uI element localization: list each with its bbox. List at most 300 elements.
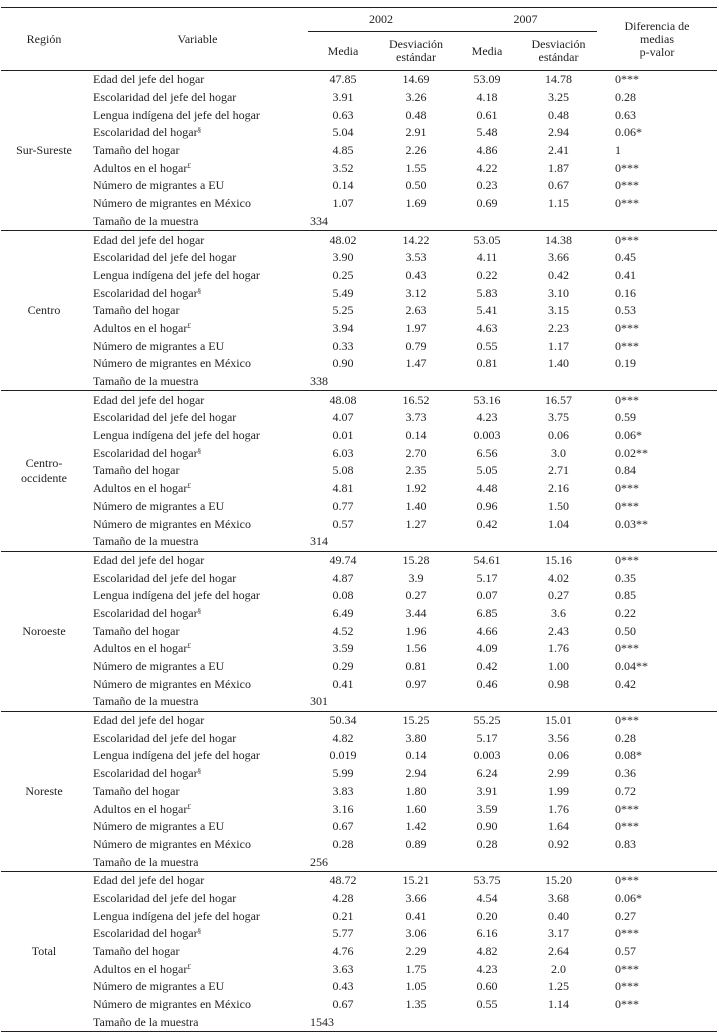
p-value-cell: 0*** (615, 392, 639, 407)
table-row (1, 658, 717, 676)
p-value-cell: 0.36 (615, 766, 636, 781)
variable-footnote-mark: £ (187, 802, 191, 811)
empty-cell (520, 213, 597, 231)
table-row (1, 302, 717, 320)
sd-2002-cell: 1.05 (405, 979, 427, 994)
sd-2007-cell: 3.68 (548, 890, 569, 905)
empty-cell (520, 853, 597, 871)
sd-2002-cell: 3.26 (405, 90, 427, 105)
mean-2002-cell: 4.28 (332, 890, 354, 905)
sample-size-value: 334 (308, 213, 378, 231)
variable-footnote-mark: § (197, 927, 202, 936)
table-row (1, 587, 717, 605)
variable-cell (87, 729, 308, 747)
empty-cell (520, 373, 597, 391)
variable-name: Número de migrantes en México (93, 676, 251, 691)
variable-name: Adultos en el hogar (93, 320, 188, 335)
mean-2002-cell: 6.03 (332, 445, 354, 460)
variable-cell (87, 337, 308, 355)
header-variable: Variable (87, 8, 308, 71)
mean-2007-cell: 4.18 (476, 90, 498, 105)
table-row (1, 890, 717, 908)
header-diff-line1: Diferencia de (624, 18, 690, 33)
table-row (1, 320, 717, 338)
table-row (1, 783, 717, 801)
variable-name: Adultos en el hogar (93, 801, 188, 816)
table-row (1, 515, 717, 533)
sd-2002-cell: 1.97 (405, 320, 427, 335)
variable-name: Tamaño del hogar (93, 303, 180, 318)
variable-footnote-mark: § (197, 286, 202, 295)
empty-cell (378, 533, 454, 551)
variable-cell (87, 515, 308, 533)
sd-2002-cell: 3.66 (405, 890, 427, 905)
header-media-2007: Media (454, 32, 520, 71)
sd-2007-cell: 14.38 (545, 232, 572, 247)
variable-cell (87, 800, 308, 818)
variable-name: Tamaño del hogar (93, 783, 180, 798)
variable-name: Número de migrantes a EU (93, 178, 225, 193)
variable-footnote-mark: § (197, 606, 202, 615)
sd-2002-cell: 3.44 (405, 605, 427, 620)
mean-2002-cell: 3.63 (332, 961, 354, 976)
variable-footnote-mark: § (197, 126, 202, 135)
variable-name: Número de migrantes a EU (93, 498, 225, 513)
empty-cell (454, 693, 520, 711)
sample-size-value: 314 (308, 533, 378, 551)
empty-cell (378, 1013, 454, 1031)
variable-cell (87, 587, 308, 605)
empty-cell (597, 533, 717, 551)
table-row (1, 907, 717, 925)
p-value-cell: 0.16 (615, 285, 636, 300)
variable-cell (87, 462, 308, 480)
variable-name: Escolaridad del jefe del hogar (93, 90, 237, 105)
variable-cell (87, 498, 308, 516)
variable-footnote-mark: £ (187, 161, 191, 170)
mean-2007-cell: 4.23 (476, 410, 498, 425)
variable-cell (87, 996, 308, 1014)
table-row (1, 124, 717, 142)
empty-cell (454, 533, 520, 551)
sample-size-value: 301 (308, 693, 378, 711)
region-name (1, 231, 87, 391)
sd-2002-cell: 0.27 (405, 588, 427, 603)
sd-2002-cell: 1.40 (405, 498, 427, 513)
p-value-cell: 0*** (615, 873, 639, 888)
mean-2007-cell: 0.55 (476, 338, 498, 353)
sd-2002-cell: 0.50 (405, 178, 427, 193)
variable-cell (87, 622, 308, 640)
empty-cell (454, 373, 520, 391)
variable-name: Edad del jefe del hogar (93, 552, 205, 567)
p-value-cell: 0*** (615, 498, 639, 513)
mean-2002-cell: 48.08 (329, 392, 357, 407)
sd-2007-cell: 1.76 (548, 641, 569, 656)
variable-name: Número de migrantes en México (93, 516, 251, 531)
sd-2002-cell: 1.96 (405, 623, 427, 638)
p-value-cell: 0.06* (615, 125, 642, 140)
empty-cell (520, 1013, 597, 1031)
p-value-cell: 0*** (615, 961, 639, 976)
mean-2002-cell: 0.67 (332, 997, 354, 1012)
mean-2002-cell: 48.72 (329, 873, 357, 888)
variable-name: Lengua indígena del jefe del hogar (93, 267, 260, 282)
variable-cell (87, 836, 308, 854)
mean-2002-cell: 5.25 (332, 303, 354, 318)
table-row (1, 551, 717, 569)
sample-size-row (1, 693, 717, 711)
mean-2002-cell: 3.16 (332, 801, 354, 816)
variable-cell (87, 765, 308, 783)
table-header (1, 8, 717, 71)
mean-2007-cell: 0.69 (476, 196, 498, 211)
mean-2007-cell: 4.23 (476, 961, 498, 976)
empty-cell (597, 693, 717, 711)
sd-2007-cell: 3.25 (548, 90, 569, 105)
sd-2007-cell: 0.06 (548, 748, 569, 763)
variable-name: Número de migrantes en México (93, 356, 251, 371)
p-value-cell: 0*** (615, 232, 639, 247)
sd-2007-cell: 1.64 (548, 819, 569, 834)
variable-cell (87, 978, 308, 996)
empty-cell (597, 1013, 717, 1031)
sd-2007-cell: 1.17 (548, 338, 569, 353)
region-name-line: Sur-Sureste (16, 143, 72, 158)
mean-2002-cell: 5.99 (332, 766, 354, 781)
mean-2007-cell: 4.82 (476, 944, 498, 959)
mean-2007-cell: 0.90 (476, 819, 498, 834)
sd-2007-cell: 3.0 (551, 445, 566, 460)
sd-2002-cell: 1.35 (405, 997, 427, 1012)
variable-cell (87, 409, 308, 427)
variable-footnote-mark: § (197, 767, 202, 776)
sd-2002-cell: 1.47 (405, 356, 427, 371)
sd-2007-cell: 0.42 (548, 267, 569, 282)
table-row (1, 177, 717, 195)
mean-2002-cell: 5.49 (332, 285, 354, 300)
mean-2007-cell: 0.55 (476, 997, 498, 1012)
p-value-cell: 0*** (615, 713, 639, 728)
sd-2007-cell: 4.02 (548, 570, 569, 585)
sd-2007-cell: 1.25 (548, 979, 569, 994)
sd-2007-cell: 1.00 (548, 659, 569, 674)
mean-2002-cell: 0.25 (332, 267, 354, 282)
sd-2002-cell: 2.70 (405, 445, 427, 460)
variable-name: Escolaridad del hogar (93, 445, 198, 460)
sd-2007-cell: 1.14 (548, 997, 569, 1012)
sample-size-label: Tamaño de la muestra (87, 693, 308, 711)
sample-size-label: Tamaño de la muestra (87, 373, 308, 391)
p-value-cell: 0.72 (615, 783, 636, 798)
variable-name: Escolaridad del jefe del hogar (93, 890, 237, 905)
sd-2002-cell: 1.75 (405, 961, 427, 976)
variable-cell (87, 818, 308, 836)
region-name-line: Noreste (25, 783, 63, 798)
sd-2002-cell: 0.41 (405, 908, 427, 923)
table-row (1, 747, 717, 765)
variable-cell (87, 480, 308, 498)
mean-2002-cell: 5.08 (332, 463, 354, 478)
variable-footnote-mark: £ (187, 962, 191, 971)
table-row (1, 800, 717, 818)
mean-2002-cell: 5.77 (332, 926, 354, 941)
table-row (1, 267, 717, 285)
table-row (1, 142, 717, 160)
sd-2002-cell: 14.22 (402, 232, 430, 247)
empty-cell (520, 693, 597, 711)
variable-name: Edad del jefe del hogar (93, 232, 205, 247)
empty-cell (454, 213, 520, 231)
variable-name: Escolaridad del jefe del hogar (93, 730, 237, 745)
p-value-cell: 0*** (615, 196, 639, 211)
sd-2007-cell: 1.04 (548, 516, 569, 531)
variable-name: Tamaño del hogar (93, 623, 180, 638)
mean-2002-cell: 5.04 (332, 125, 354, 140)
table-row (1, 996, 717, 1014)
p-value-cell: 0.63 (615, 107, 636, 122)
mean-2002-cell: 0.43 (332, 979, 354, 994)
variable-name: Número de migrantes a EU (93, 659, 225, 674)
variable-cell (87, 89, 308, 107)
table-row (1, 337, 717, 355)
p-value-cell: 0*** (615, 481, 639, 496)
variable-name: Número de migrantes en México (93, 836, 251, 851)
p-value-cell: 0.06* (615, 890, 642, 905)
variable-cell (87, 960, 308, 978)
variable-cell (87, 142, 308, 160)
variable-name: Escolaridad del hogar (93, 285, 198, 300)
p-value-cell: 0*** (615, 926, 639, 941)
p-value-cell: 0*** (615, 178, 639, 193)
sd-2007-cell: 2.16 (548, 481, 569, 496)
p-value-cell: 0*** (615, 338, 639, 353)
mean-2007-cell: 53.16 (473, 392, 501, 407)
table-row (1, 427, 717, 445)
mean-2007-cell: 4.22 (476, 160, 498, 175)
empty-cell (454, 1013, 520, 1031)
sd-2007-cell: 0.67 (548, 178, 569, 193)
table-row (1, 622, 717, 640)
sd-2007-cell: 1.99 (548, 783, 569, 798)
region-name-line: Centro (27, 303, 61, 318)
mean-2007-cell: 5.05 (476, 463, 498, 478)
p-value-cell: 0.45 (615, 250, 636, 265)
mean-2007-cell: 4.66 (476, 623, 498, 638)
p-value-cell: 0.85 (615, 588, 636, 603)
p-value-cell: 0.02** (615, 445, 648, 460)
sd-2007-cell: 3.66 (548, 250, 569, 265)
variable-name: Edad del jefe del hogar (93, 392, 205, 407)
region-name (1, 391, 87, 551)
p-value-cell: 0.19 (615, 356, 636, 371)
p-value-cell: 0*** (615, 72, 639, 87)
variable-name: Escolaridad del jefe del hogar (93, 570, 237, 585)
mean-2007-cell: 6.24 (476, 766, 498, 781)
empty-cell (378, 373, 454, 391)
variable-cell (87, 783, 308, 801)
sample-size-value: 256 (308, 853, 378, 871)
empty-cell (378, 693, 454, 711)
mean-2007-cell: 6.16 (476, 926, 498, 941)
sd-2002-cell: 15.28 (402, 552, 430, 567)
table-row (1, 444, 717, 462)
sd-2007-cell: 16.57 (545, 392, 572, 407)
sd-2002-cell: 15.25 (402, 713, 430, 728)
sd-2002-cell: 1.56 (405, 641, 427, 656)
sample-size-row (1, 1013, 717, 1031)
variable-name: Adultos en el hogar (93, 481, 188, 496)
mean-2002-cell: 6.49 (332, 605, 354, 620)
sd-2002-cell: 3.12 (405, 285, 427, 300)
variable-cell (87, 551, 308, 569)
sd-2007-cell: 2.94 (548, 125, 569, 140)
p-value-cell: 0.50 (615, 623, 636, 638)
mean-2007-cell: 53.05 (473, 232, 501, 247)
sd-2002-cell: 3.73 (405, 410, 427, 425)
p-value-cell: 0.59 (615, 410, 636, 425)
variable-name: Lengua indígena del jefe del hogar (93, 107, 260, 122)
p-value-cell: 0.41 (615, 267, 636, 282)
table-row (1, 480, 717, 498)
empty-cell (597, 853, 717, 871)
mean-2007-cell: 5.83 (476, 285, 498, 300)
sd-2002-cell: 1.60 (405, 801, 427, 816)
mean-2007-cell: 4.63 (476, 320, 498, 335)
variable-cell (87, 871, 308, 889)
mean-2002-cell: 0.57 (332, 516, 354, 531)
sd-2007-cell: 0.48 (548, 107, 569, 122)
mean-2007-cell: 3.59 (476, 801, 498, 816)
table-row (1, 836, 717, 854)
variable-cell (87, 943, 308, 961)
mean-2007-cell: 53.75 (473, 873, 501, 888)
header-sd-2007 (520, 32, 597, 71)
table-row (1, 284, 717, 302)
mean-2007-cell: 0.003 (473, 748, 501, 763)
sample-size-row (1, 533, 717, 551)
variable-name: Escolaridad del jefe del hogar (93, 250, 237, 265)
mean-2007-cell: 0.42 (476, 659, 498, 674)
p-value-cell: 0.04** (615, 659, 648, 674)
mean-2002-cell: 0.33 (332, 338, 354, 353)
region-name (1, 711, 87, 871)
p-value-cell: 0.35 (615, 570, 636, 585)
sample-size-value: 338 (308, 373, 378, 391)
mean-2007-cell: 0.60 (476, 979, 498, 994)
mean-2007-cell: 0.46 (476, 676, 498, 691)
sd-2002-cell: 2.35 (405, 463, 427, 478)
mean-2002-cell: 0.14 (332, 178, 354, 193)
mean-2007-cell: 0.61 (476, 107, 498, 122)
sd-2007-cell: 0.92 (548, 836, 569, 851)
variable-name: Lengua indígena del jefe del hogar (93, 588, 260, 603)
p-value-cell: 0.22 (615, 605, 636, 620)
variable-name: Tamaño del hogar (93, 944, 180, 959)
variable-name: Edad del jefe del hogar (93, 873, 205, 888)
sd-2007-cell: 0.27 (548, 588, 569, 603)
table-row (1, 71, 717, 89)
variable-name: Adultos en el hogar (93, 160, 188, 175)
sd-2002-cell: 15.21 (402, 873, 430, 888)
sd-2007-cell: 1.15 (548, 196, 569, 211)
empty-cell (597, 213, 717, 231)
variable-name: Tamaño del hogar (93, 463, 180, 478)
region-name-line: occidente (21, 470, 67, 485)
variable-cell (87, 427, 308, 445)
mean-2002-cell: 49.74 (329, 552, 357, 567)
table-row (1, 231, 717, 249)
mean-2002-cell: 4.76 (332, 944, 354, 959)
mean-2002-cell: 0.63 (332, 107, 354, 122)
p-value-cell: 0*** (615, 819, 639, 834)
sd-2007-cell: 0.06 (548, 428, 569, 443)
variable-cell (87, 267, 308, 285)
sd-2007-cell: 2.71 (548, 463, 569, 478)
header-sd-2002-line1: Desviación (389, 37, 443, 51)
sd-2007-cell: 1.76 (548, 801, 569, 816)
mean-2007-cell: 0.42 (476, 516, 498, 531)
sd-2002-cell: 3.53 (405, 250, 427, 265)
mean-2002-cell: 0.01 (332, 428, 354, 443)
variable-name: Edad del jefe del hogar (93, 713, 205, 728)
table-row (1, 106, 717, 124)
p-value-cell: 0.42 (615, 676, 636, 691)
table-row (1, 640, 717, 658)
sd-2002-cell: 1.27 (405, 516, 427, 531)
sd-2007-cell: 0.98 (548, 676, 569, 691)
variable-name: Lengua indígena del jefe del hogar (93, 748, 260, 763)
variable-name: Número de migrantes a EU (93, 979, 225, 994)
table-row (1, 711, 717, 729)
table-row (1, 159, 717, 177)
variable-name: Número de migrantes a EU (93, 819, 225, 834)
p-value-cell: 0.57 (615, 944, 636, 959)
variable-cell (87, 675, 308, 693)
mean-2002-cell: 0.90 (332, 356, 354, 371)
p-value-cell: 0.84 (615, 463, 636, 478)
sample-size-row (1, 853, 717, 871)
mean-2007-cell: 5.41 (476, 303, 498, 318)
sd-2007-cell: 3.17 (548, 926, 569, 941)
variable-cell (87, 907, 308, 925)
mean-2007-cell: 4.54 (476, 890, 498, 905)
mean-2007-cell: 4.86 (476, 143, 498, 158)
variable-cell (87, 658, 308, 676)
variable-footnote-mark: £ (187, 482, 191, 491)
sd-2002-cell: 0.89 (405, 836, 427, 851)
sd-2002-cell: 3.06 (405, 926, 427, 941)
header-sd-2007-line2: estándar (538, 50, 579, 64)
variable-name: Lengua indígena del jefe del hogar (93, 908, 260, 923)
mean-2002-cell: 0.29 (332, 659, 354, 674)
region-name (1, 871, 87, 1031)
mean-2002-cell: 4.52 (332, 623, 354, 638)
table-row (1, 249, 717, 267)
variable-footnote-mark: £ (187, 642, 191, 651)
sd-2007-cell: 2.64 (548, 944, 569, 959)
sample-size-label: Tamaño de la muestra (87, 533, 308, 551)
household-statistics-table (1, 7, 717, 1032)
mean-2007-cell: 55.25 (473, 713, 501, 728)
variable-cell (87, 177, 308, 195)
header-diff-line3: p-valor (639, 44, 675, 59)
variable-cell (87, 355, 308, 373)
variable-cell (87, 444, 308, 462)
mean-2002-cell: 0.28 (332, 836, 354, 851)
mean-2007-cell: 4.09 (476, 641, 498, 656)
sd-2007-cell: 2.43 (548, 623, 569, 638)
